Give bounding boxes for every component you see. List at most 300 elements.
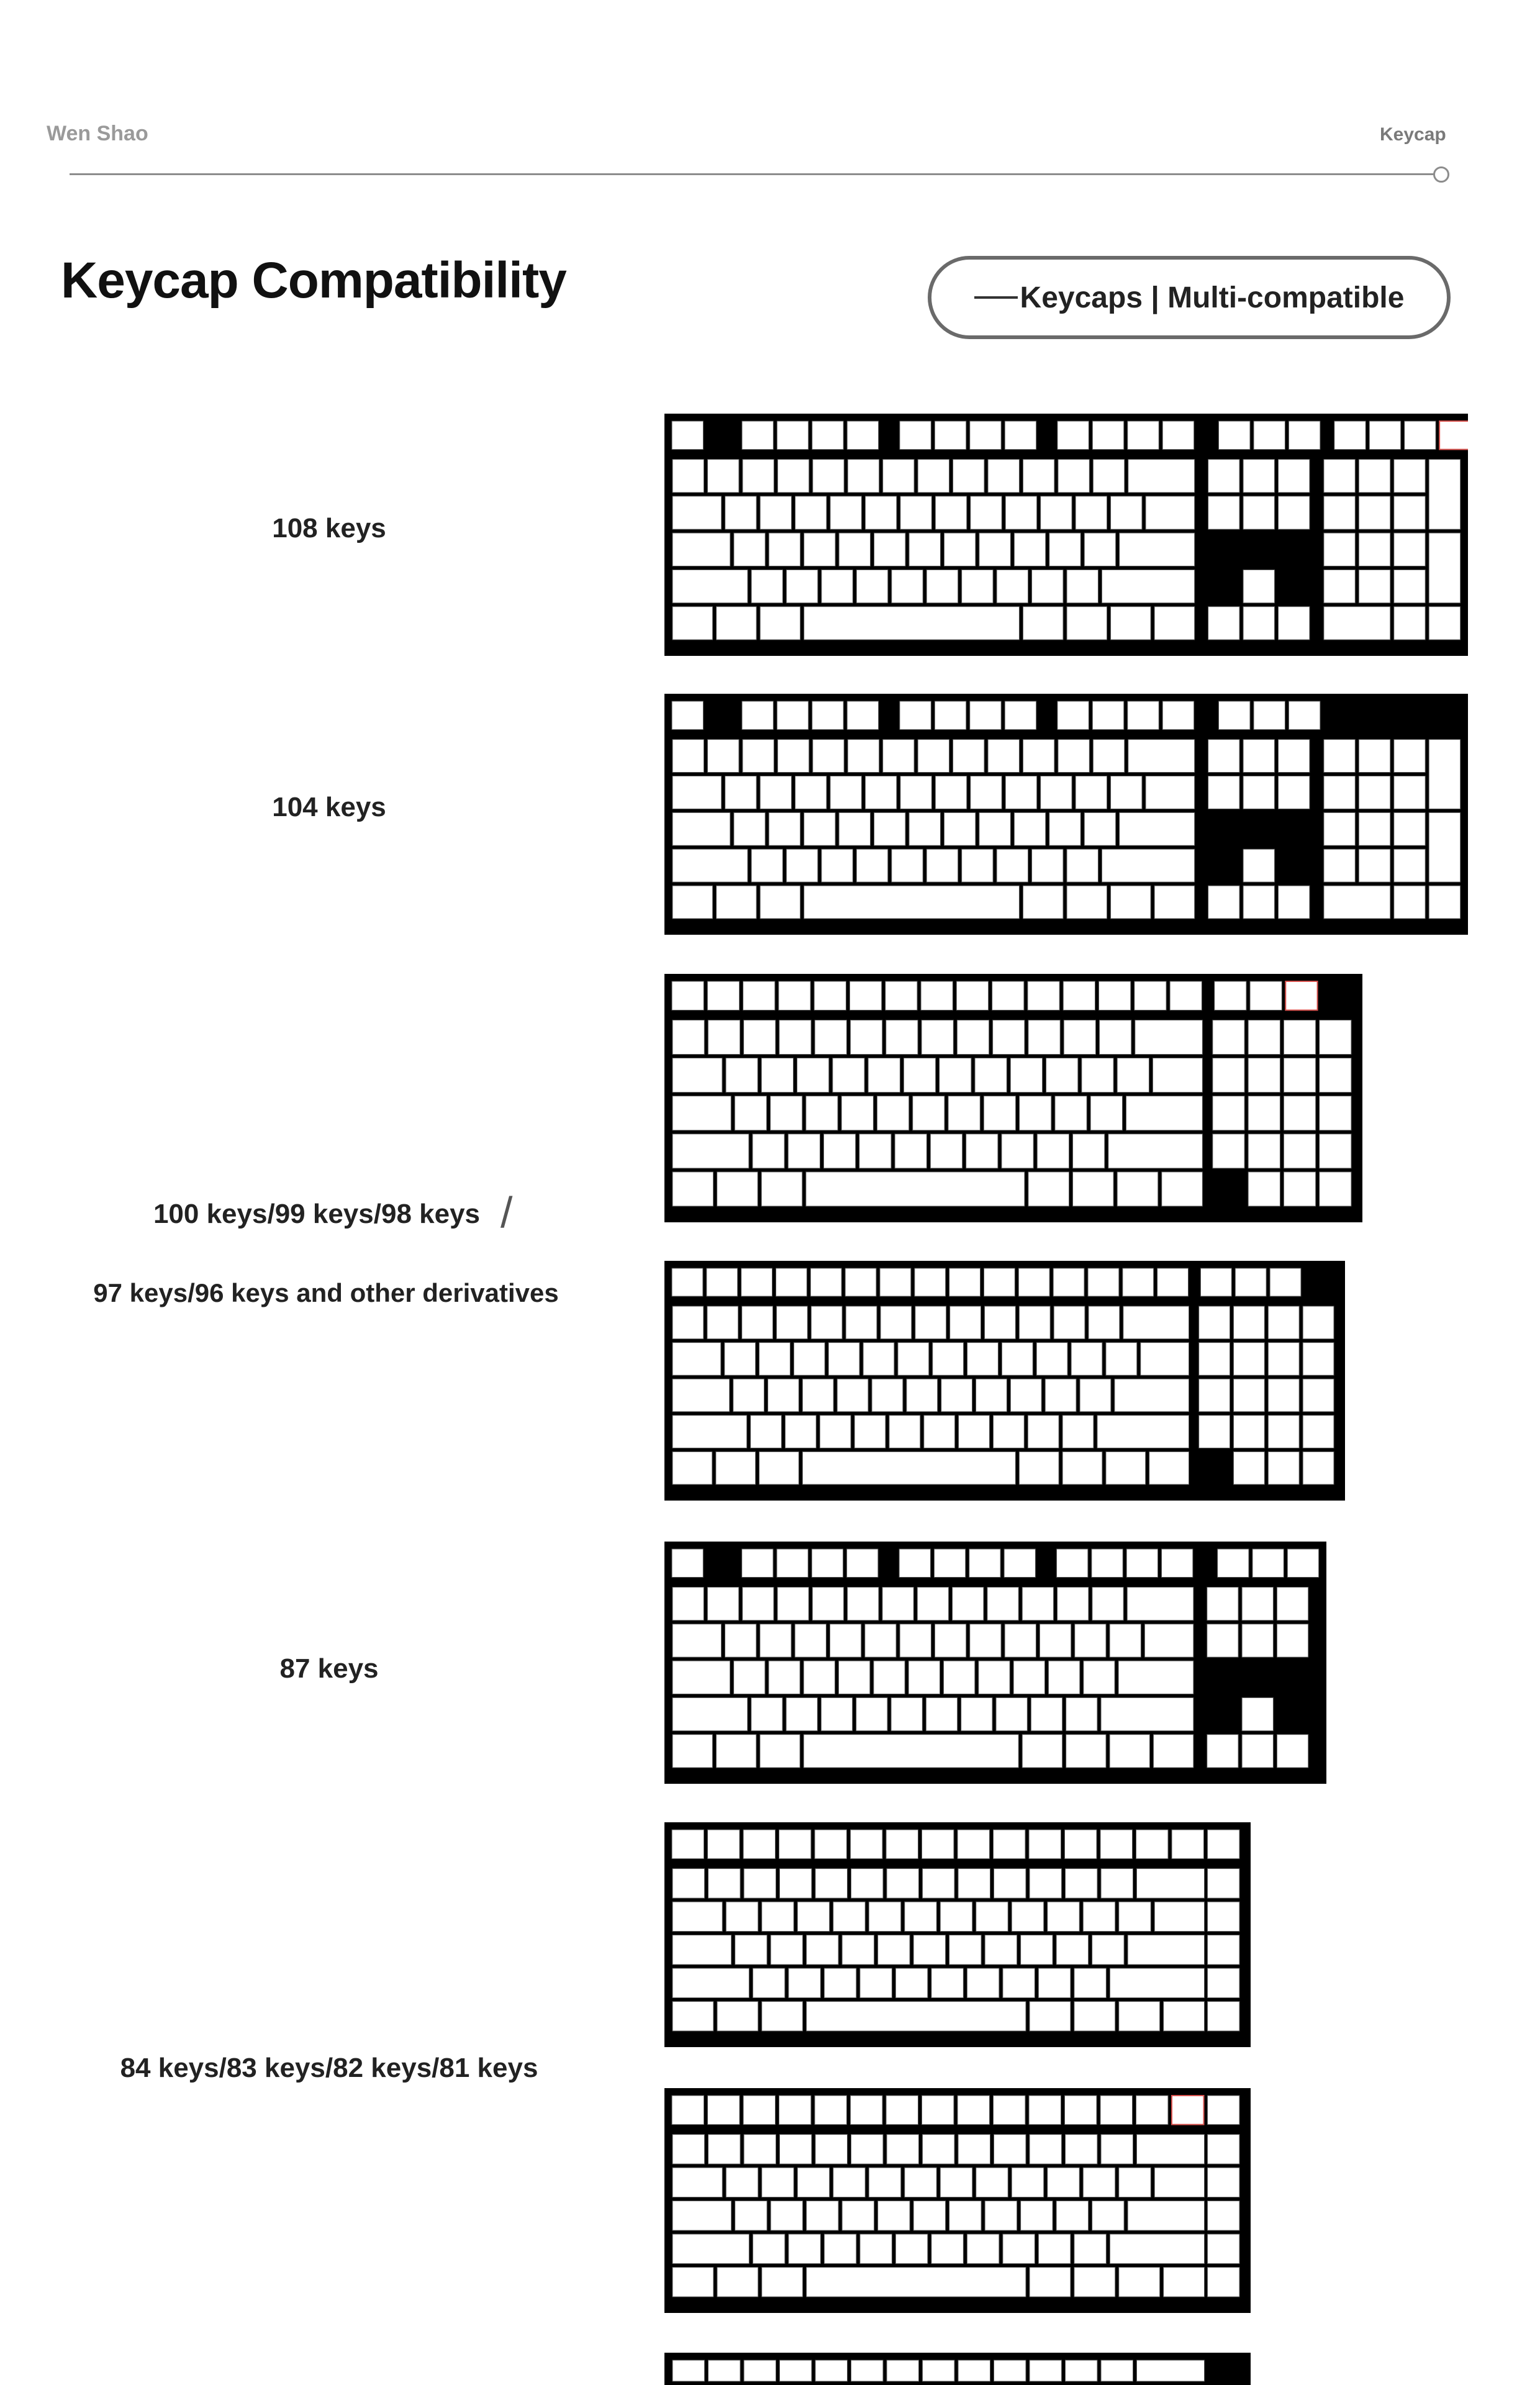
key (708, 2096, 740, 2125)
key (979, 533, 1010, 566)
key (1170, 981, 1202, 1010)
key (1102, 849, 1194, 882)
key (1153, 1735, 1193, 1768)
key (850, 1020, 882, 1054)
key (1100, 1830, 1133, 1859)
key (1303, 1343, 1334, 1376)
key (958, 2096, 990, 2125)
key (1083, 1902, 1115, 1931)
key (880, 1268, 911, 1296)
key (1137, 2360, 1205, 2381)
key (958, 1869, 990, 1898)
key (777, 1549, 808, 1578)
keyboard-84-icon (664, 1822, 1251, 2047)
key (985, 2201, 1017, 2230)
key (859, 1134, 891, 1168)
key (935, 776, 966, 809)
key (984, 1268, 1015, 1296)
key (743, 1588, 774, 1620)
key (717, 2268, 758, 2297)
key (1029, 1830, 1061, 1859)
key (1028, 981, 1059, 1010)
key (795, 496, 827, 529)
key (1199, 1306, 1230, 1339)
key (673, 570, 748, 602)
key (1111, 776, 1142, 809)
key (760, 886, 800, 919)
key (1250, 981, 1282, 1010)
key (1359, 776, 1390, 809)
key (1208, 886, 1239, 919)
key (1248, 1058, 1280, 1093)
key (1289, 421, 1320, 450)
key (1102, 570, 1194, 602)
key (940, 1902, 972, 1931)
key (672, 1830, 704, 1859)
key (900, 496, 931, 529)
key (1270, 1268, 1301, 1296)
key (1058, 740, 1089, 773)
key (1106, 1451, 1146, 1484)
key (1320, 1172, 1351, 1206)
key (1030, 1869, 1062, 1898)
key (1106, 1343, 1137, 1376)
key (673, 1172, 713, 1206)
key (1278, 886, 1309, 919)
key (1429, 533, 1460, 603)
key (860, 1968, 892, 1997)
key (886, 2096, 918, 2125)
key (1135, 981, 1166, 1010)
key (820, 1415, 851, 1448)
key (926, 849, 958, 882)
key (839, 812, 870, 845)
key (1092, 1588, 1123, 1620)
key (1242, 1697, 1273, 1730)
key (1067, 607, 1107, 640)
key (673, 1902, 722, 1931)
key (1162, 1549, 1193, 1578)
key (839, 1661, 870, 1694)
key (804, 533, 835, 566)
key (935, 421, 966, 450)
key (777, 1588, 808, 1620)
key (716, 1451, 756, 1484)
key (1285, 981, 1317, 1010)
key (971, 776, 1002, 809)
key (1157, 1268, 1189, 1296)
key (869, 2168, 901, 2197)
key (814, 981, 846, 1010)
key (1128, 1935, 1204, 1965)
compatibility-badge (928, 256, 1451, 339)
key (1284, 1058, 1315, 1093)
key (1234, 1343, 1265, 1376)
key (1234, 1306, 1265, 1339)
key (1394, 740, 1425, 773)
key (1429, 812, 1460, 882)
key (717, 886, 757, 919)
key (1200, 1268, 1231, 1296)
key (1110, 1624, 1141, 1657)
keyboard-104-icon (664, 694, 1468, 935)
key (1284, 1020, 1315, 1054)
key (673, 2201, 732, 2230)
key (673, 1415, 747, 1448)
key (1023, 886, 1063, 919)
key (975, 1058, 1007, 1093)
key (856, 1697, 887, 1730)
key (1074, 2268, 1115, 2297)
key (1208, 460, 1239, 493)
keyboard-87-icon (664, 1542, 1326, 1784)
key (769, 533, 800, 566)
key (1394, 886, 1425, 919)
key (673, 812, 730, 845)
key (1002, 1343, 1033, 1376)
key (895, 2234, 928, 2263)
key (1208, 1830, 1240, 1859)
key (1243, 740, 1274, 773)
key (830, 1624, 861, 1657)
key (673, 776, 722, 809)
key (1028, 1020, 1060, 1054)
key (1268, 1343, 1299, 1376)
key (673, 533, 730, 566)
key (967, 1968, 999, 1997)
header-rule (70, 173, 1439, 175)
key (673, 607, 713, 640)
key (886, 1020, 918, 1054)
key (759, 1343, 790, 1376)
key (1048, 2168, 1080, 2197)
key (1031, 1697, 1062, 1730)
key (673, 2168, 722, 2197)
key (918, 460, 949, 493)
key (1065, 2096, 1097, 2125)
key (1040, 1624, 1071, 1657)
key (877, 1096, 908, 1130)
key (1278, 460, 1309, 493)
key (950, 1306, 981, 1339)
key (1324, 849, 1355, 882)
key (761, 1172, 802, 1206)
key (753, 1968, 785, 1997)
key (1073, 1172, 1114, 1206)
key (1041, 776, 1072, 809)
key (786, 1697, 817, 1730)
key (848, 1588, 879, 1620)
key (771, 1096, 802, 1130)
key (847, 1549, 878, 1578)
key (1243, 849, 1274, 882)
key (1208, 1968, 1240, 1997)
key (1019, 1451, 1059, 1484)
key (673, 496, 722, 529)
key (935, 701, 966, 730)
key (881, 1306, 912, 1339)
key (865, 1624, 896, 1657)
key (997, 849, 1028, 882)
key (1208, 776, 1239, 809)
key (734, 533, 765, 566)
key (762, 2168, 794, 2197)
key (837, 1379, 868, 1412)
key (848, 460, 879, 493)
key (673, 1134, 749, 1168)
key (1099, 981, 1131, 1010)
key (944, 812, 975, 845)
key (1046, 1058, 1078, 1093)
key (846, 1306, 877, 1339)
key (926, 1697, 957, 1730)
key (673, 740, 704, 773)
key (1213, 1134, 1244, 1168)
key (741, 1268, 772, 1296)
key (1021, 1935, 1053, 1965)
key (1208, 1902, 1240, 1931)
key (743, 1830, 776, 1859)
key (751, 1697, 782, 1730)
key (1359, 496, 1390, 529)
key (1277, 1624, 1308, 1657)
key (673, 2234, 749, 2263)
key (892, 570, 923, 602)
key (970, 1624, 1001, 1657)
key (1002, 1134, 1033, 1168)
key (1032, 570, 1063, 602)
key (1111, 886, 1151, 919)
key (810, 1268, 841, 1296)
key (1075, 1624, 1106, 1657)
key (1065, 1830, 1097, 1859)
key (824, 2234, 856, 2263)
key (795, 1624, 826, 1657)
key (1254, 421, 1285, 450)
key (1110, 2234, 1204, 2263)
key (804, 886, 1020, 919)
key (735, 2201, 768, 2230)
key (882, 1588, 913, 1620)
key (780, 2135, 812, 2164)
key (895, 1968, 928, 1997)
key (1005, 421, 1036, 450)
layout-label-87: 87 keys (279, 1653, 379, 1684)
key (976, 2168, 1008, 2197)
key (1053, 1268, 1084, 1296)
key (1429, 740, 1460, 809)
key (1213, 1020, 1244, 1054)
key (961, 1697, 992, 1730)
key (673, 1661, 730, 1694)
key (988, 740, 1019, 773)
key (789, 1968, 821, 1997)
key (1303, 1451, 1334, 1484)
key (777, 460, 808, 493)
key (1252, 1549, 1284, 1578)
key (1128, 740, 1195, 773)
key (931, 2234, 964, 2263)
key (1111, 607, 1151, 640)
key (833, 2168, 866, 2197)
key (759, 1451, 799, 1484)
key (811, 1306, 842, 1339)
key (744, 1020, 776, 1054)
key (1162, 421, 1194, 450)
key (828, 1343, 859, 1376)
key (673, 1096, 731, 1130)
key (1005, 776, 1036, 809)
key (1268, 1415, 1299, 1448)
key (1429, 886, 1460, 919)
key (851, 1869, 884, 1898)
key (958, 2360, 990, 2381)
key (771, 1935, 803, 1965)
key (851, 2096, 883, 2125)
key (786, 849, 817, 882)
key (743, 460, 774, 493)
key (851, 2135, 884, 2164)
key (753, 2234, 785, 2263)
key (1036, 1343, 1067, 1376)
keyboard-84-alt-icon (664, 2088, 1251, 2313)
key (797, 1058, 829, 1093)
key (1074, 1968, 1107, 1997)
key (725, 1343, 756, 1376)
key (958, 1830, 990, 1859)
key (1005, 496, 1036, 529)
key (959, 1415, 990, 1448)
key (1207, 1624, 1238, 1657)
key (887, 2135, 919, 2164)
key (1022, 1588, 1053, 1620)
key (1093, 460, 1124, 493)
key (779, 2096, 812, 2125)
key (673, 1697, 748, 1730)
key (923, 2360, 955, 2381)
key (744, 2360, 776, 2381)
key (777, 701, 808, 730)
key (1268, 1306, 1299, 1339)
key (1208, 2168, 1240, 2197)
key (707, 981, 739, 1010)
key (672, 1268, 703, 1296)
key (1324, 886, 1390, 919)
key (1128, 701, 1159, 730)
key (1073, 1134, 1105, 1168)
key (1076, 496, 1107, 529)
key (779, 1830, 812, 1859)
key (794, 1343, 825, 1376)
key (997, 570, 1028, 602)
key (760, 496, 791, 529)
key (1320, 1058, 1351, 1093)
key (788, 1134, 820, 1168)
key (841, 1096, 873, 1130)
key (1084, 533, 1115, 566)
key (673, 1058, 722, 1093)
key (979, 812, 1010, 845)
key (900, 701, 931, 730)
key (707, 1306, 738, 1339)
key (1111, 496, 1142, 529)
key (1067, 570, 1098, 602)
key (1074, 2002, 1115, 2031)
key (815, 2135, 848, 2164)
key (1234, 1415, 1265, 1448)
key (1080, 1379, 1111, 1412)
key (1128, 460, 1195, 493)
key (1439, 421, 1468, 450)
key (992, 981, 1024, 1010)
key (1066, 1869, 1098, 1898)
key (1058, 460, 1089, 493)
key (868, 1058, 900, 1093)
key (1003, 2234, 1035, 2263)
key (673, 1624, 721, 1657)
key (970, 701, 1001, 730)
key (1092, 2201, 1125, 2230)
key (1429, 607, 1460, 640)
key (1243, 886, 1274, 919)
key (1394, 607, 1425, 640)
key (905, 2168, 937, 2197)
key (1058, 421, 1089, 450)
key (672, 701, 703, 730)
key (994, 1830, 1026, 1859)
key (905, 1902, 937, 1931)
key (948, 1096, 980, 1130)
key (673, 1020, 704, 1054)
key (1164, 2002, 1205, 2031)
key (1429, 460, 1460, 530)
key (1153, 1058, 1202, 1093)
key (726, 1058, 758, 1093)
key (993, 1020, 1025, 1054)
key (1278, 607, 1309, 640)
key (822, 570, 853, 602)
key (1324, 607, 1390, 640)
key (780, 2360, 812, 2381)
key (1038, 1968, 1071, 1997)
key (913, 2201, 946, 2230)
key (760, 607, 800, 640)
key (1101, 2135, 1133, 2164)
key (915, 1306, 946, 1339)
key (1115, 1379, 1189, 1412)
key (931, 1968, 964, 1997)
key (807, 2268, 1026, 2297)
key (1048, 1661, 1079, 1694)
key (734, 812, 765, 845)
key (847, 421, 878, 450)
key (807, 1935, 839, 1965)
key (941, 1379, 972, 1412)
key (1394, 570, 1425, 602)
key (1120, 533, 1195, 566)
key (709, 2135, 741, 2164)
key (717, 1172, 758, 1206)
key (776, 1268, 807, 1296)
key (1359, 849, 1390, 882)
layout-label-97-derivatives: 97 keys/96 keys and other derivatives (93, 1278, 559, 1307)
key (1010, 1058, 1042, 1093)
key (907, 1379, 938, 1412)
key (935, 496, 966, 529)
key (1110, 1735, 1149, 1768)
key (1048, 1902, 1080, 1931)
key (717, 607, 757, 640)
